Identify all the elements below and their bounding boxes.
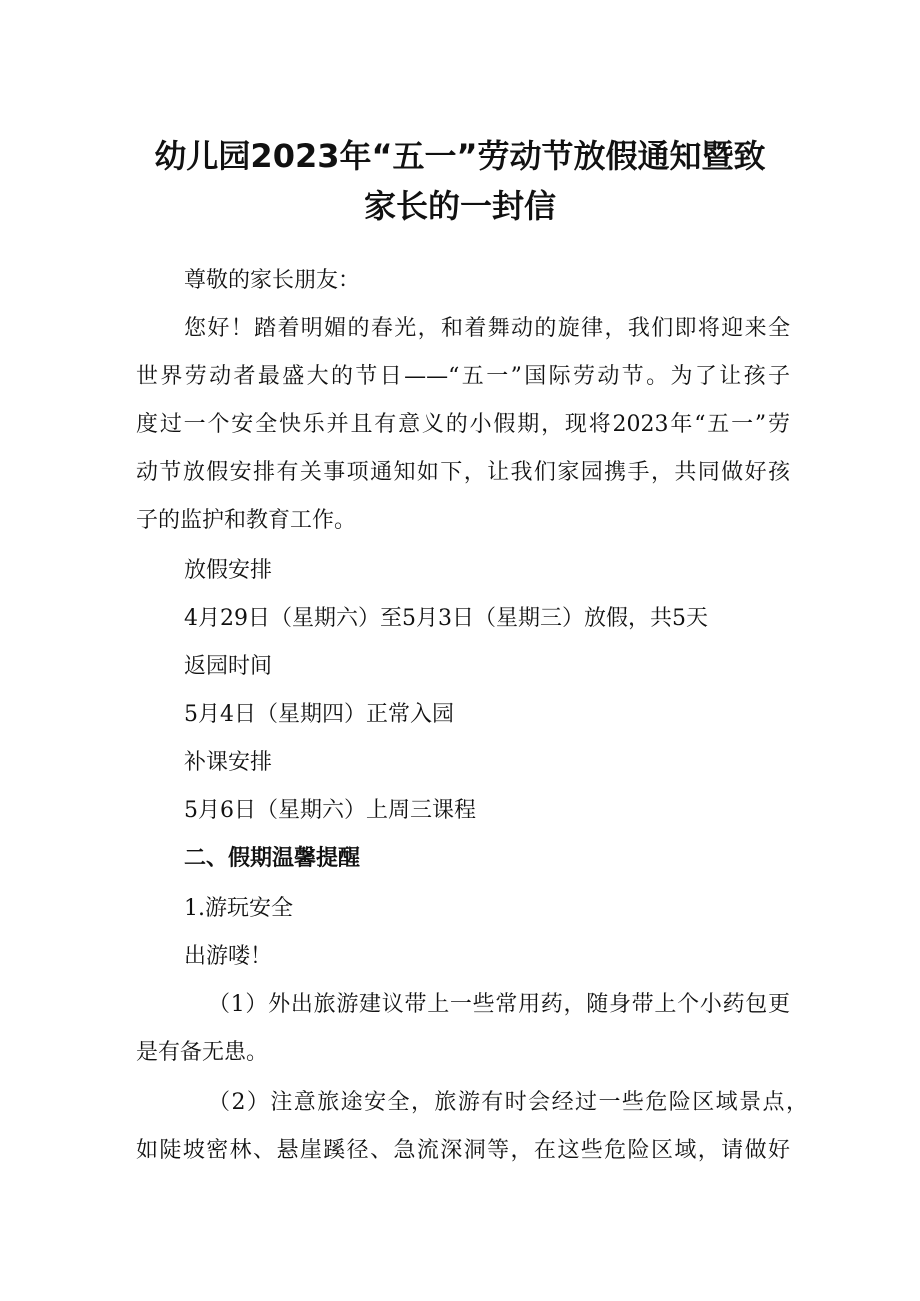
section-2-heading: 二、假期温馨提醒 bbox=[184, 846, 361, 871]
item-1-line-2: 是有备无患。 bbox=[136, 1040, 269, 1065]
greeting: 尊敬的家长朋友： bbox=[184, 268, 361, 293]
holiday-heading: 放假安排 bbox=[184, 558, 273, 583]
subsection-1-heading: 1.游玩安全 bbox=[184, 896, 293, 921]
intro-line-1: 您好！踏着明媚的春光，和着舞动的旋律，我们即将迎来全 bbox=[184, 316, 790, 341]
makeup-text: 5月6日（星期六）上周三课程 bbox=[184, 798, 476, 823]
item-1-line-1: （1）外出旅游建议带上一些常用药，随身带上个小药包更 bbox=[208, 992, 790, 1017]
subsection-1-intro: 出游喽！ bbox=[184, 944, 273, 969]
intro-line-2: 世界劳动者最盛大的节日——“五一”国际劳动节。为了让孩子 bbox=[136, 364, 790, 389]
return-text: 5月4日（星期四）正常入园 bbox=[184, 702, 454, 727]
intro-line-4: 动节放假安排有关事项通知如下，让我们家园携手，共同做好孩 bbox=[136, 460, 790, 485]
return-heading: 返园时间 bbox=[184, 654, 273, 679]
intro-line-3: 度过一个安全快乐并且有意义的小假期，现将2023年“五一”劳 bbox=[136, 412, 790, 437]
document-title-line-1: 幼儿园2023年“五一”劳动节放假通知暨致 bbox=[154, 137, 766, 175]
holiday-text: 4月29日（星期六）至5月3日（星期三）放假，共5天 bbox=[184, 606, 708, 631]
item-2-line-2: 如陡坡密林、悬崖蹊径、急流深洞等，在这些危险区域，请做好 bbox=[136, 1138, 790, 1163]
document-title-line-2: 家长的一封信 bbox=[363, 187, 556, 225]
makeup-heading: 补课安排 bbox=[184, 750, 273, 775]
item-2-line-1: （2）注意旅途安全，旅游有时会经过一些危险区域景点， bbox=[208, 1090, 808, 1115]
intro-line-5: 子的监护和教育工作。 bbox=[136, 508, 357, 533]
